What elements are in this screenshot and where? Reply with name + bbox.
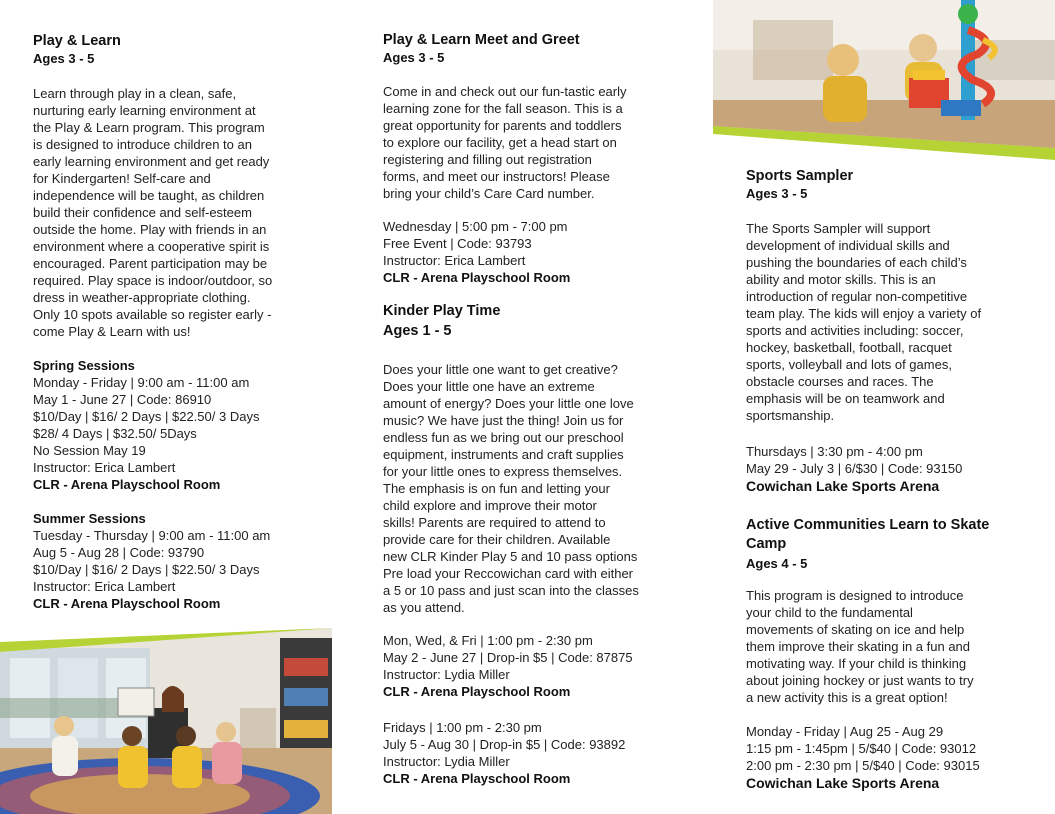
meet-session <box>383 218 570 286</box>
location: CLR - Arena Playschool Room <box>383 684 571 699</box>
session-line: July 5 - Aug 30 | Drop-in $5 | Code: 93892 <box>383 737 626 752</box>
kinder-session-1 <box>383 632 633 700</box>
session-line: Instructor: Lydia Miller <box>383 754 510 769</box>
program-description: This program is designed to introduce your child to the fundamental movements of skating on ice and help them improve their skating in a fun and motivating way. If your child is thinking about joining hockey or just wants to try a new activity this is a great option! <box>746 588 974 705</box>
session-line: Instructor: Erica Lambert <box>33 579 176 594</box>
program-title: Kinder Play Time <box>383 303 501 319</box>
session-line: Thursdays | 3:30 pm - 4:00 pm <box>746 444 923 459</box>
program-description: The Sports Sampler will support development of individual skills and pushing the boundaries of each child’s ability and motor skills. This is an introduction of regular non-competitive team play. The kids will enjoy a variety of sports and activities including: soccer, hockey, basketball, football, racquet sports, volleyball and lots of games, obstacle courses and races. The emphasis will be on teamwork and sportsmanship. <box>746 221 982 423</box>
session-line: Monday - Friday | 9:00 am - 11:00 am <box>33 375 250 390</box>
session-line: Mon, Wed, & Fri | 1:00 pm - 2:30 pm <box>383 633 593 648</box>
session-line: Tuesday - Thursday | 9:00 am - 11:00 am <box>33 528 271 543</box>
session-line: Wednesday | 5:00 pm - 7:00 pm <box>383 219 568 234</box>
location: Cowichan Lake Sports Arena <box>746 478 940 494</box>
session-line: 1:15 pm - 1:45pm | 5/$40 | Code: 93012 <box>746 741 977 756</box>
session-line: Fridays | 1:00 pm - 2:30 pm <box>383 720 542 735</box>
program-age: Ages 1 - 5 <box>383 323 452 339</box>
kids-playing-photo <box>713 0 1055 160</box>
program-title: Play & Learn Meet and Greet <box>383 32 580 48</box>
session-line: May 1 - June 27 | Code: 86910 <box>33 392 212 407</box>
session-line: $28/ 4 Days | $32.50/ 5Days <box>33 426 197 441</box>
session-line: No Session May 19 <box>33 443 146 458</box>
session-line: $10/Day | $16/ 2 Days | $22.50/ 3 Days <box>33 562 260 577</box>
session-line: Aug 5 - Aug 28 | Code: 93790 <box>33 545 205 560</box>
spring-heading: Spring Sessions <box>33 358 135 373</box>
program-title: Sports Sampler <box>746 168 854 184</box>
session-line: Instructor: Lydia Miller <box>383 667 510 682</box>
program-title: Active Communities Learn to Skate Camp <box>746 517 990 552</box>
program-description: Does your little one want to get creative? Does your little one have an extreme amount of energy? Does your little one love music? We have just the thing! Join us for endless fun as we bring out our preschool equipment, instruments and craft supplies for your little ones to express themselves. The emphasis is on fun and letting your child explore and improve their motor skills! Parents are required to attend to provide care for their children. Available new CLR Kinder Play 5 and 10 pass options Pre load your Reccowichan card with either a 5 or 10 pass and just scan into the classes as you attend. <box>383 362 639 615</box>
story-time-photo <box>0 628 332 814</box>
session-line: $10/Day | $16/ 2 Days | $22.50/ 3 Days <box>33 409 260 424</box>
session-line: 2:00 pm - 2:30 pm | 5/$40 | Code: 93015 <box>746 758 980 773</box>
location: CLR - Arena Playschool Room <box>383 270 571 285</box>
kinder-session-2 <box>383 719 625 787</box>
program-age: Ages 4 - 5 <box>746 556 808 571</box>
session-line: Monday - Friday | Aug 25 - Aug 29 <box>746 724 944 739</box>
program-age: Ages 3 - 5 <box>383 50 445 65</box>
program-age: Ages 3 - 5 <box>746 186 808 201</box>
location: CLR - Arena Playschool Room <box>33 477 221 492</box>
session-line: May 2 - June 27 | Drop-in $5 | Code: 87875 <box>383 650 633 665</box>
session-line: Instructor: Erica Lambert <box>383 253 526 268</box>
sports-session <box>746 443 962 495</box>
location: CLR - Arena Playschool Room <box>383 771 571 786</box>
skate-session <box>746 723 980 792</box>
location: Cowichan Lake Sports Arena <box>746 775 940 791</box>
program-description: Come in and check out our fun-tastic early learning zone for the fall season. This is a great opportunity for parents and toddlers to explore our facility, get a head start on registering and filling out registration forms, and meet our instructors! Please bring your child’s Care Card number. <box>383 84 627 201</box>
location: CLR - Arena Playschool Room <box>33 596 221 611</box>
program-age: Ages 3 - 5 <box>33 51 95 66</box>
summer-heading: Summer Sessions <box>33 511 146 526</box>
session-line: Free Event | Code: 93793 <box>383 236 532 251</box>
program-description: Learn through play in a clean, safe, nurturing early learning environment at the Play & Learn program. This program is designed to introduce children to an early learning environment and get ready for Kindergarten! Self-care and independence will be taught, as children build their confidence and self-esteem outside the home. Play with friends in an environment where a cooperative spirit is encouraged. Parent participation may be required. Play space is indoor/outdoor, so dress in weather-appropriate clothing. Only 10 spots available so register early - come Play & Learn with us! <box>33 86 273 339</box>
session-line: May 29 - July 3 | 6/$30 | Code: 93150 <box>746 461 963 476</box>
summer-sessions <box>33 510 270 612</box>
session-line: Instructor: Erica Lambert <box>33 460 176 475</box>
spring-sessions <box>33 357 259 493</box>
program-title: Play & Learn <box>33 33 121 49</box>
